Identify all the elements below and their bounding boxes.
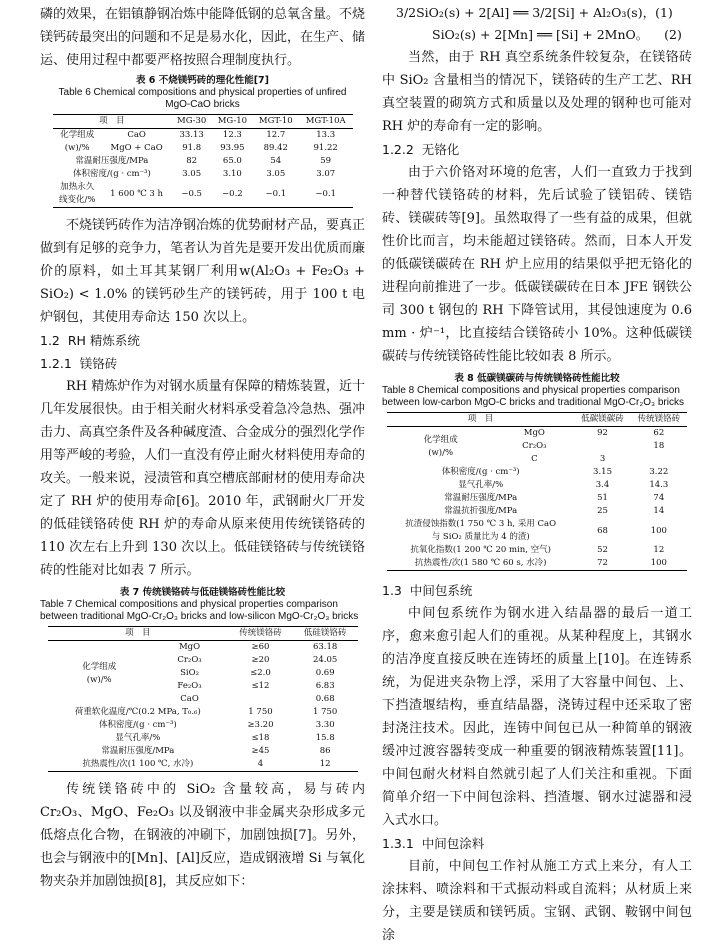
table-cell: 体积密度/(g · cm⁻³) (98, 720, 177, 730)
table-cell: ≥20 (251, 655, 270, 665)
table-8 (382, 372, 692, 571)
table-cell: 3.15 (593, 467, 612, 477)
table-cell: Fe₂O₃ (177, 681, 202, 691)
column-header: MGT-10 (258, 116, 293, 126)
column-header: 传统镁铬砖 (637, 414, 681, 424)
table-header-row (48, 627, 358, 641)
table-cell: 3.05 (182, 169, 202, 179)
table-cell (228, 693, 293, 706)
table-row (48, 732, 358, 745)
column-header: 低碳镁碳砖 (581, 414, 624, 424)
table-cell: 74 (653, 493, 665, 503)
table-caption-cn: 表 7 传统镁铬砖与低硅镁铬砖性能比较 (119, 587, 286, 598)
table-cell: 6.83 (315, 681, 335, 691)
data-table (48, 626, 358, 772)
table-cell: 63.18 (312, 642, 338, 652)
paragraph: 当然，由于 RH 真空系统条件较复杂，在镁铬砖中 SiO₂ 含量相当的情况下，镁铬砖的生产工艺、RH 真空装置的砌筑方式和质量以及处理的钢种也可能对 RH 炉的寿命有一定的影响。 (382, 50, 697, 134)
subsection-heading: 1.2.1 镁铬砖 (40, 356, 118, 371)
table-row (387, 505, 687, 518)
right-column (382, 0, 697, 947)
table-cell: CaO (127, 130, 146, 140)
table-header-row (53, 115, 353, 129)
paragraph: 磷的效果，在铝镇静钢冶炼中能降低钢的总氧含量。不烧镁钙砖最突出的问题和不足是易水化，因此，在生产、储运、使用过程中都要严格按照合理制度执行。 (40, 7, 366, 68)
table-row (387, 427, 687, 441)
table-cell: 72 (597, 558, 608, 568)
table-cell: 荷重软化温度/℃(0.2 MPa, T₀.₆) (74, 707, 201, 717)
table-cell: 93.95 (220, 143, 245, 153)
table-cell (631, 453, 687, 466)
table-cell: 12 (653, 545, 665, 555)
table-cell: 86 (319, 746, 331, 756)
paragraph: 由于六价铬对环境的危害，人们一直致力于找到一种替代镁铬砖的材料，先后试验了镁铝砖、镁锆砖、镁碳砖等[9]。虽然取得了一些有益的成果，但就性价比而言，均未能超过镁铬砖。然而，日本人开发的低碳镁碳砖在 RH 炉上应用的结果似乎把无铬化的进程向前推进了一步。低碳镁碳砖在日本 JFE 钢铁公司 300 t 钢包的 RH 下降管试用，其侵蚀速度为 0.6 mm · 炉⁻¹，比直接结合镁铬砖小 10%。这种低碳镁碳砖与传统镁铬砖性能比较如表 8 所示。 (382, 165, 697, 364)
table-cell: 显气孔率/% (115, 733, 161, 743)
table-cell: ≤12 (251, 681, 270, 691)
table-cell: 68 (597, 525, 608, 536)
data-table (53, 114, 353, 208)
table-cell: 体积密度/(g · cm⁻³) (73, 169, 151, 179)
table-cell: 100 (650, 558, 667, 568)
table-cell: 加热永久 线变化/% (58, 182, 96, 205)
column-header: 传统镁铬砖 (239, 628, 282, 638)
table-cell: 1 750 (312, 707, 338, 717)
paragraph: 传统镁铬砖中的 SiO₂ 含量较高，易与砖内 Cr₂O₃、MgO、Fe₂O₃ 以及钢液中非金属夹杂形成多元低熔点化合物，在钢液的冲刷下，加剧蚀损[7]。另外，也会与钢液中的[Mn]、[Al]反应，造成钢液增 Si 与氧化物夹杂并加剧蚀损[8]，其反应如下： (40, 782, 370, 889)
table-cell: 体积密度/(g · cm⁻³) (441, 467, 520, 477)
table-cell: 54 (270, 156, 282, 166)
table-cell: 3.4 (595, 480, 610, 490)
table-cell: C (531, 454, 538, 464)
table-cell: 62 (653, 428, 665, 438)
column-header: 项 目 (99, 116, 125, 126)
table-cell: −0.1 (315, 188, 336, 199)
table-cell: 0.69 (315, 668, 335, 678)
table-row (53, 155, 353, 168)
table-cell: Cr₂O₃ (522, 441, 547, 451)
table-cell: 12.3 (222, 130, 242, 140)
table-cell: 1 600 ℃ 3 h (110, 188, 164, 199)
table-cell: CaO (180, 694, 199, 704)
table-cell: −0.2 (222, 188, 243, 199)
table-row (53, 168, 353, 181)
table-row (48, 758, 358, 772)
table-caption-cn: 表 8 低碳镁碳砖与传统镁铬砖性能比较 (454, 373, 620, 384)
table-caption-en: Table 7 Chemical compositions and physical properties comparison between traditional MgO-Cr₂O₃ bricks and low-silicon MgO-Cr₂O₃ bricks (40, 599, 359, 622)
table-cell: ≥3.20 (247, 720, 274, 730)
table-cell: MgO (178, 642, 201, 652)
column-header: 项 目 (125, 628, 151, 638)
table-cell: 抗热震性/次(1 100 ℃, 水冷) (82, 759, 194, 769)
table-cell: 3.05 (266, 169, 286, 179)
table-cell: 12.7 (266, 130, 286, 140)
table-row (387, 479, 687, 492)
section-heading: 1.2 RH 精炼系统 (40, 333, 140, 348)
table-cell: −0.1 (265, 188, 287, 199)
table-cell: 0.68 (315, 694, 335, 704)
column-header: MG-10 (217, 116, 248, 126)
table-cell: 4 (257, 759, 264, 769)
table-cell: 24.05 (312, 655, 338, 665)
table-cell: 3.30 (315, 720, 335, 730)
table-cell: 59 (320, 156, 332, 166)
table-row (48, 706, 358, 719)
table-cell: 化学组成 (w)/% (82, 661, 117, 685)
table-cell: ≤18 (251, 733, 270, 743)
column-header: MG-30 (176, 116, 207, 126)
table-cell: 抗热震性/次(1 580 ℃ 60 s, 水冷) (414, 558, 547, 568)
table-cell: Cr₂O₃ (177, 655, 202, 665)
data-table (387, 412, 687, 571)
table-cell: 14 (653, 506, 665, 516)
table-row (48, 719, 358, 732)
subsection-heading: 1.2.2 无铬化 (382, 142, 460, 157)
table-cell: 15.8 (315, 733, 335, 743)
table-cell: MgO (523, 428, 545, 438)
table-7 (40, 586, 365, 772)
table-cell: 91.8 (182, 143, 202, 153)
table-cell: 常温耐压强度/MPa (444, 493, 518, 503)
table-cell: 51 (597, 493, 608, 503)
table-row (53, 129, 353, 143)
table-cell: 100 (650, 525, 667, 536)
table-cell: 91.22 (313, 143, 338, 153)
table-row (387, 544, 687, 557)
table-cell: ≤2.0 (250, 668, 271, 678)
table-cell: 13.3 (316, 130, 336, 140)
table-cell: 3.22 (649, 467, 669, 477)
table-cell: 显气孔率/% (458, 480, 504, 490)
paragraph: RH 精炼炉作为对钢水质量有保障的精炼装置，近十几年发展很快。由于相关耐火材料承受着急冷急热、强冲击力、高真空条件及各种碱度渣、合金成分的强烈化学作用等严峻的考验，人们一直没有停止耐火材料使用寿命的攻关。一般来说，浸渍管和真空槽底部耐材的使用寿命决定了 RH 炉的使用寿命[6]。2010 年，武钢耐火厂开发的低硅镁铬砖使 RH 炉的寿命从原来使用传统镁铬砖的 110 次左右上升到 130 次以上。低硅镁铬砖与传统镁铬砖的性能对比如表 7 所示。 (40, 379, 370, 578)
table-cell: 化学组成 (w)/% (423, 434, 458, 458)
table-cell: 化学组成 (w)/% (60, 130, 95, 153)
table-cell: 3.10 (222, 169, 242, 179)
paragraph: 不烧镁钙砖作为洁净钢冶炼的优势耐材产品，要真正做到有足够的竞争力，笔者认为首先是要开发出优质而廉价的原料，如土耳其某钢厂利用w(Al₂O₃ + Fe₂O₃ + SiO₂) < 1.0% 的镁钙砂生产的镁钙砖，用于 100 t 电炉钢包，其使用寿命达 150 次以上。 (40, 218, 370, 325)
table-row (48, 745, 358, 758)
equation-1: 3/2SiO₂(s) + 2[Al] ══ 3/2[Si] + Al₂O₃(s)，(1) (396, 5, 673, 20)
table-6 (40, 74, 365, 208)
table-header-row (387, 413, 687, 427)
equation-2: SiO₂(s) + 2[Mn] ══ [Si] + 2MnO。 (2) (432, 27, 682, 42)
section-heading: 1.3 中间包系统 (382, 583, 473, 598)
table-cell: 25 (597, 506, 608, 516)
table-cell: 常温抗折强度/MPa (444, 506, 518, 516)
table-cell: ≥45 (251, 746, 270, 756)
table-row (48, 641, 358, 655)
table-cell: 33.13 (179, 130, 204, 140)
table-row (387, 557, 687, 571)
table-caption-en: Table 8 Chemical compositions and physical properties comparison between low-carbon MgO-C bricks and traditional MgO-Cr₂O₃ bricks (382, 385, 684, 408)
table-cell: 抗氧化指数(1 200 ℃ 20 min, 空气) (410, 545, 551, 555)
table-row (387, 466, 687, 479)
table-cell: 65.0 (222, 156, 242, 166)
paragraph: 中间包系统作为钢水进入结晶器的最后一道工序，愈来愈引起人们的重视。从某种程度上，其钢水的洁净度直接反映在连铸坯的质量上[10]。在连铸系统，为促进夹杂物上浮，采用了大容量中间包、上、下挡渣堰结构，垂直结晶器，浇铸过程中还采取了密封浇注技术。因此，连铸中间包已从一种简单的钢液缓冲过渡容器转变成一种重要的钢液精炼装置[11]。中间包耐火材料自然就引起了人们关注和重视。下面简单介绍一下中间包涂料、挡渣堰、钢水过滤器和浸入式水口。 (382, 606, 692, 828)
table-row (387, 518, 687, 544)
column-header: 低硅镁铬砖 (303, 628, 347, 638)
left-column (40, 0, 370, 893)
table-cell: −0.5 (181, 188, 202, 199)
table-cell (574, 440, 630, 453)
table-cell: 82 (186, 156, 198, 166)
table-cell: 18 (653, 441, 665, 451)
table-cell: 3.07 (316, 169, 336, 179)
table-cell: SiO₂ (180, 668, 199, 678)
subsection-heading: 1.3.1 中间包涂料 (382, 836, 485, 851)
table-caption-en: Table 6 Chemical compositions and physical properties of unfired MgO-CaO bricks (58, 87, 347, 110)
table-row (387, 492, 687, 505)
table-cell: 常温耐压强度/MPa (75, 156, 149, 166)
table-cell: 14.3 (649, 480, 669, 490)
column-header: 项 目 (467, 414, 494, 424)
table-caption-cn: 表 6 不烧镁钙砖的理化性能[7] (135, 75, 270, 86)
table-cell: 3 (599, 454, 606, 464)
table-cell: 1 750 (248, 707, 273, 717)
table-cell: 52 (597, 545, 608, 555)
table-cell: ≥60 (251, 642, 270, 652)
column-header: MGT-10A (305, 116, 346, 126)
table-row (53, 181, 353, 208)
table-cell: 12 (319, 759, 331, 769)
table-cell: 89.42 (263, 143, 288, 153)
table-cell: 常温耐压强度/MPa (101, 746, 175, 756)
table-cell: MgO + CaO (110, 143, 163, 153)
paragraph: 目前，中间包工作衬从施工方式上来分，有人工涂抹料、喷涂料和干式振动料或自流料；从材质上来分，主要是镁质和镁钙质。宝钢、武钢、鞍钢中间包涂 (382, 859, 692, 943)
table-cell: 抗渣侵蚀指数(1 750 ℃ 3 h, 采用 CaO 与 SiO₂ 质量比为 4 的渣) (405, 519, 557, 542)
table-cell: 92 (597, 428, 608, 438)
